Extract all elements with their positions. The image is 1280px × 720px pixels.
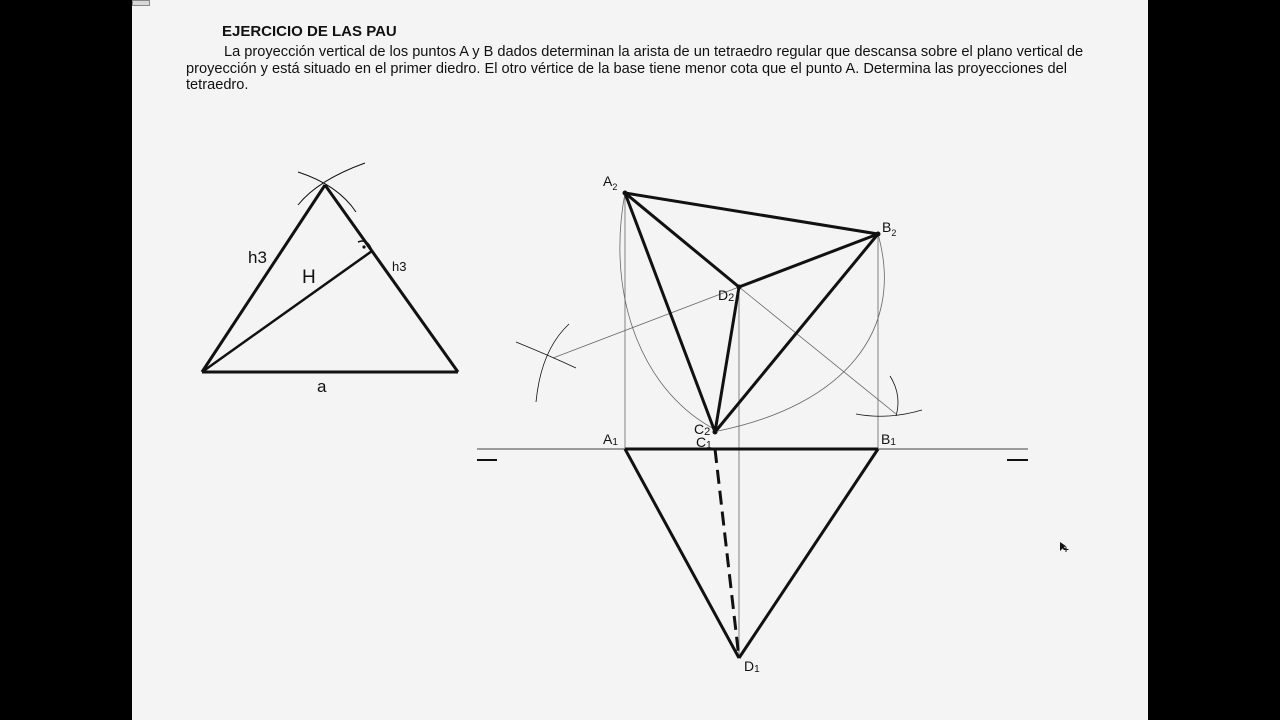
edge-b1-d1 <box>739 449 878 658</box>
tetrahedron-horizontal-projection <box>625 449 878 658</box>
auxiliary-triangle <box>202 163 458 372</box>
label-a1: A1 <box>603 431 618 448</box>
label-h3-left: h3 <box>248 248 267 267</box>
label-b1: B1 <box>881 431 896 448</box>
side-right-edge <box>325 185 458 372</box>
bisector-line <box>553 287 739 358</box>
point-a2 <box>623 191 628 196</box>
edge-d2-c2 <box>715 287 739 432</box>
height-line <box>202 251 372 372</box>
compass-arc-right-1 <box>856 410 922 416</box>
edge-a1-d1 <box>625 449 739 658</box>
label-c1: C1 <box>696 434 712 451</box>
exercise-title: EJERCICIO DE LAS PAU <box>222 23 397 40</box>
edge-a2-b2 <box>625 193 878 234</box>
label-b2: $B_2$ <box>882 219 897 238</box>
label-h3-right: h3 <box>392 259 407 274</box>
compass-arc-left-2 <box>536 324 569 402</box>
exercise-statement: La proyección vertical de los puntos A y B dados determinan la arista de un tetraedro regular que descansa sobre el plano vertical de proyección y está situado en el primer diedro. El otro vértice de la base tiene menor cota que el punto A. Determina las proyecciones del tetraedro. <box>186 44 1084 93</box>
label-height: H <box>302 267 316 288</box>
point-d2 <box>737 285 742 290</box>
label-c2: C2 <box>694 421 711 438</box>
label-d2: D2 <box>718 287 735 304</box>
construction-lines <box>477 193 1028 658</box>
compass-arc-left-1 <box>516 342 576 368</box>
label-a2: $A_2$ <box>603 173 618 192</box>
point-c2 <box>713 430 718 435</box>
label-d1: D1 <box>744 658 760 675</box>
point-b2 <box>876 232 881 237</box>
apex-arc-left <box>298 163 365 205</box>
label-base: a <box>317 377 327 396</box>
apex-arc-right <box>298 172 356 212</box>
edge-c1-d1-hidden <box>715 449 739 658</box>
tetrahedron-vertical-projection <box>625 193 878 432</box>
right-angle-dot <box>362 245 365 248</box>
move-cursor-icon <box>1060 542 1069 552</box>
